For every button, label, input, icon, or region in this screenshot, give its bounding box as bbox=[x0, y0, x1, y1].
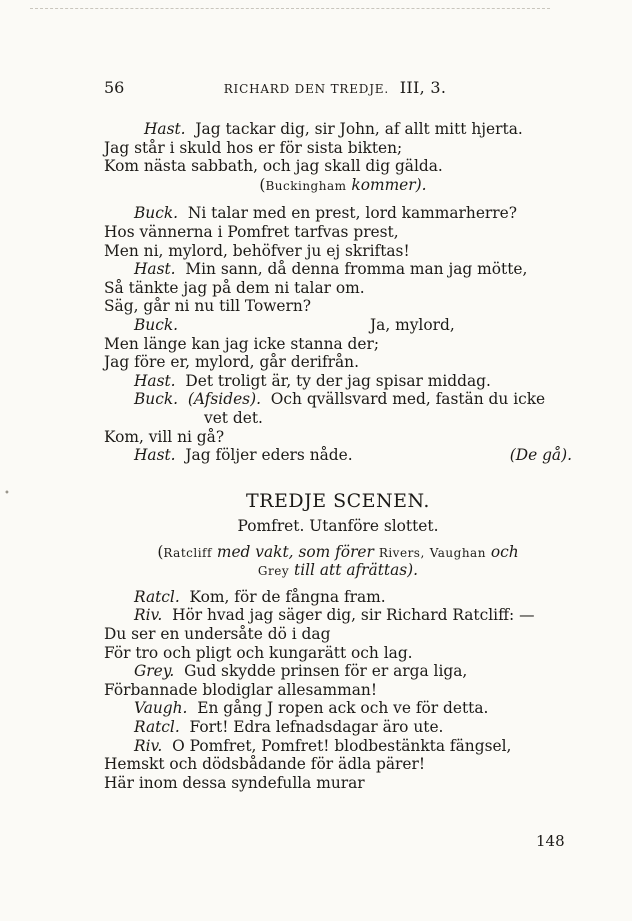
speaker: Ratcl. bbox=[134, 587, 180, 606]
speaker: Grey. bbox=[134, 662, 175, 681]
line-text: Hör hvad jag säger dig, sir Richard Ratcliff: — bbox=[172, 606, 535, 625]
verse-line: Kom, vill ni gå? bbox=[104, 427, 225, 446]
line-text: O Pomfret, Pomfret! blodbestänkta fängsel, bbox=[172, 736, 512, 755]
verse-line: Kom nästa sabbath, och jag skall dig gälda. bbox=[104, 157, 443, 176]
verse-line: vet det. bbox=[204, 408, 263, 427]
paren: ( bbox=[259, 175, 266, 194]
line-text: Och qvällsvard med, fastän du icke bbox=[270, 390, 546, 409]
verse-line: Hemskt och dödsbådande för ädla pärer! bbox=[104, 755, 426, 774]
paren: ( bbox=[157, 542, 164, 561]
speaker: Hast. bbox=[134, 446, 176, 465]
speaker: Buck. bbox=[134, 204, 179, 223]
scene-location: Pomfret. Utanföre slottet. bbox=[237, 516, 439, 535]
stage-direction bbox=[104, 176, 572, 195]
line-text: Gud skydde prinsen för er arga liga, bbox=[184, 662, 468, 681]
verse-line bbox=[104, 718, 572, 737]
verse-line bbox=[104, 120, 572, 139]
stage-direction bbox=[104, 543, 572, 562]
speaker: Riv. bbox=[134, 606, 163, 625]
stage-direction bbox=[104, 561, 572, 580]
speaker: Hast. bbox=[134, 260, 176, 279]
direction-text: kommer). bbox=[351, 175, 427, 194]
line-text: En gång J ropen ack och ve för detta. bbox=[197, 699, 489, 718]
verse-line: Men ni, mylord, behöfver ju ej skriftas! bbox=[104, 241, 410, 260]
verse-line: Förbannade blodiglar allesamman! bbox=[104, 680, 378, 699]
verse-line: Här inom dessa syndefulla murar bbox=[104, 773, 365, 792]
scan-edge-line bbox=[30, 8, 550, 9]
direction-text: och bbox=[490, 542, 519, 561]
verse-line bbox=[104, 316, 572, 335]
character-name: Ratcliff bbox=[163, 545, 212, 560]
verse-line: Jag före er, mylord, går derifrån. bbox=[104, 353, 359, 372]
speaker: Vaugh. bbox=[134, 699, 188, 718]
character-name: Rivers, bbox=[378, 545, 425, 560]
verse-line: Jag står i skuld hos er för sista bikten; bbox=[104, 138, 403, 157]
verse-line bbox=[104, 737, 572, 756]
line-text: Jag tackar dig, sir John, af allt mitt hjerta. bbox=[195, 120, 523, 138]
scan-speck: • bbox=[4, 488, 10, 499]
line-text: Fort! Edra lefnadsdagar äro ute. bbox=[189, 718, 444, 737]
verse-line bbox=[104, 446, 572, 465]
speaker: Buck. bbox=[134, 390, 179, 409]
verse-line bbox=[104, 662, 572, 681]
character-name: Buckingham bbox=[265, 178, 347, 193]
verse-line: För tro och pligt och kungarätt och lag. bbox=[104, 643, 413, 662]
verse-line bbox=[104, 606, 572, 625]
verse-line: Så tänkte jag på dem ni talar om. bbox=[104, 278, 365, 297]
verse-line: Hos vännerna i Pomfret tarfvas prest, bbox=[104, 222, 399, 241]
speaker: Riv. bbox=[134, 736, 163, 755]
direction-text: till att afrättas). bbox=[294, 561, 419, 580]
running-title bbox=[104, 78, 566, 97]
scene-title: TREDJE SCENEN. bbox=[246, 489, 430, 512]
play-title: RICHARD DEN TREDJE. bbox=[223, 82, 389, 96]
speaker: Hast. bbox=[144, 120, 186, 138]
running-header bbox=[104, 78, 566, 100]
verse-line bbox=[104, 204, 572, 223]
verse-line: Du ser en undersåte dö i dag bbox=[104, 625, 331, 644]
speaker: Buck. bbox=[134, 315, 179, 334]
speaker: Hast. bbox=[134, 371, 176, 390]
play-text bbox=[104, 120, 572, 792]
verse-line bbox=[104, 372, 572, 391]
line-text: Ni talar med en prest, lord kammarherre? bbox=[187, 204, 517, 223]
character-name: Vaughan bbox=[429, 545, 486, 560]
line-text: Jag följer eders nåde. bbox=[185, 446, 353, 465]
exit-direction: (De gå). bbox=[509, 446, 572, 465]
aside-direction: (Afsides). bbox=[187, 390, 261, 409]
verse-line: Men länge kan jag icke stanna der; bbox=[104, 334, 380, 353]
page-number: 56 bbox=[104, 78, 125, 97]
verse-line bbox=[104, 260, 572, 279]
line-text: Kom, för de fångna fram. bbox=[189, 587, 386, 606]
verse-line bbox=[104, 699, 572, 718]
line-text: Ja, mylord, bbox=[370, 315, 455, 334]
speaker: Ratcl. bbox=[134, 718, 180, 737]
line-text: Min sann, då denna fromma man jag mötte, bbox=[185, 260, 528, 279]
act-scene: III, 3. bbox=[399, 78, 447, 97]
signature-mark: 148 bbox=[536, 832, 565, 850]
direction-text: med vakt, som förer bbox=[216, 542, 374, 561]
verse-line bbox=[104, 588, 572, 607]
verse-line bbox=[104, 390, 572, 409]
line-text: Det troligt är, ty der jag spisar middag. bbox=[185, 371, 491, 390]
character-name: Grey bbox=[257, 564, 290, 579]
verse-line: Säg, går ni nu till Towern? bbox=[104, 297, 312, 316]
